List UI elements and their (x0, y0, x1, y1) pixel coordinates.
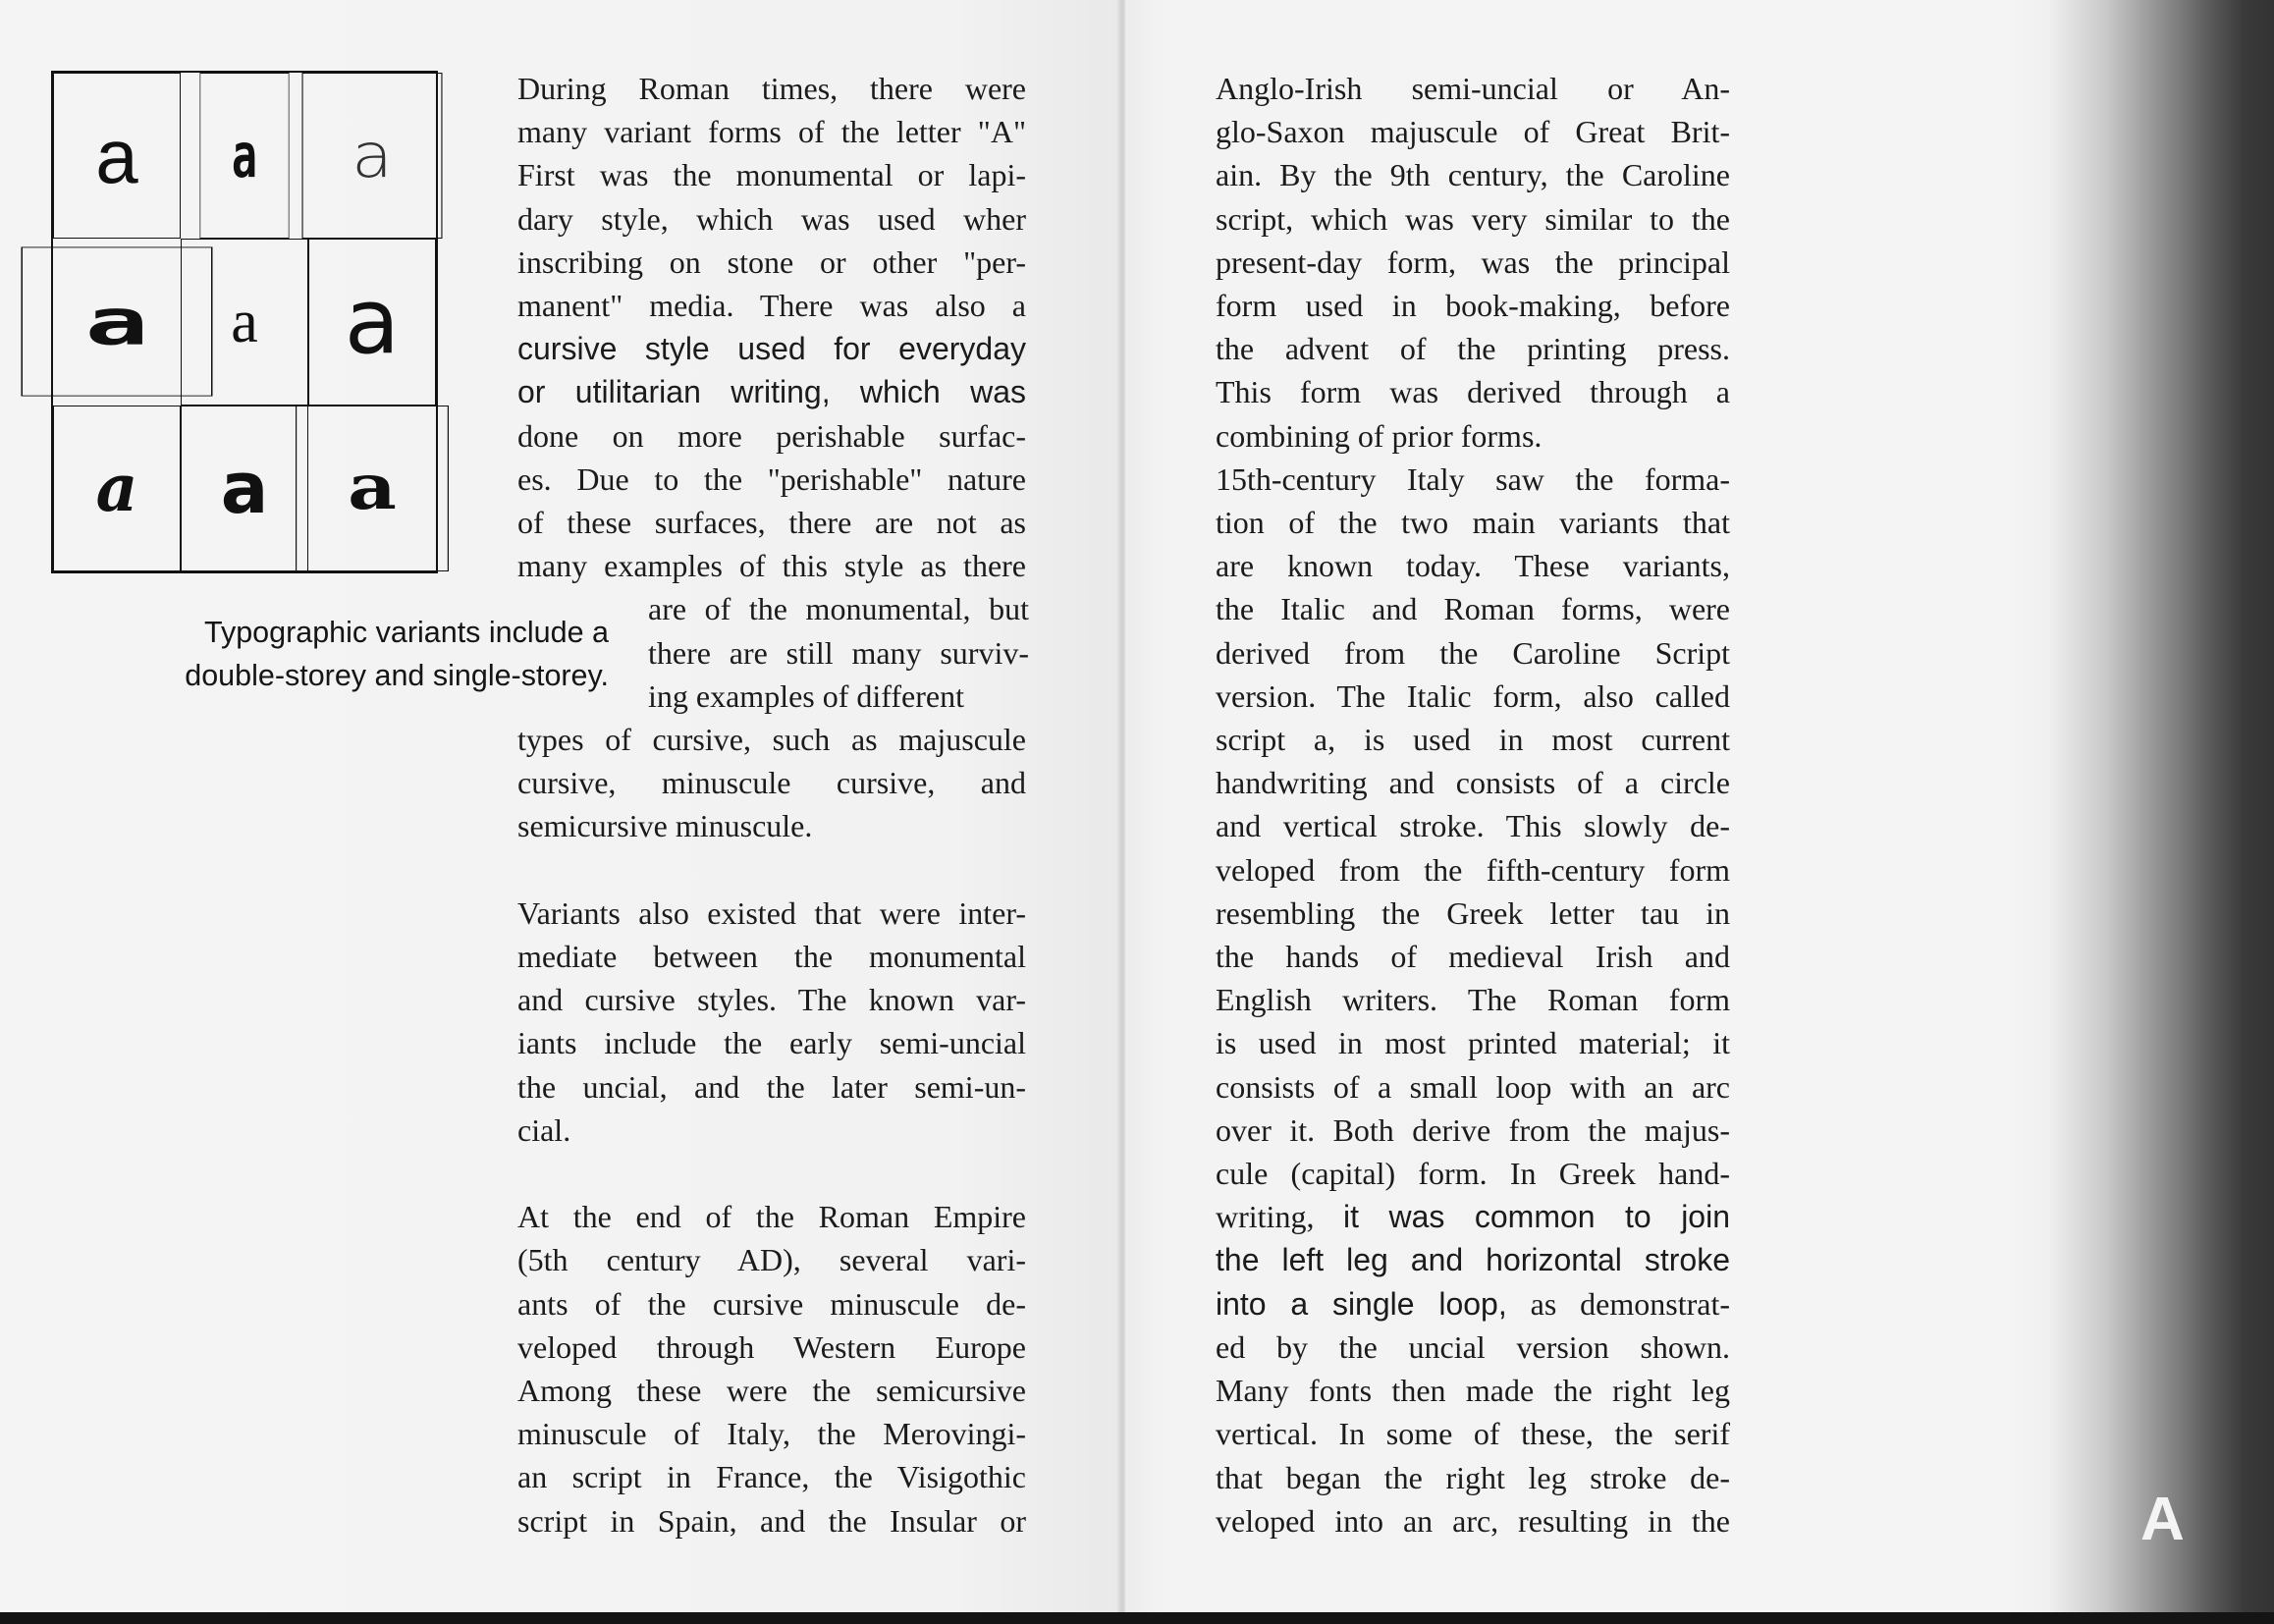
text-line: Anglo-Irish semi-uncial or An- (1216, 71, 1730, 106)
text-line: glo-Saxon majuscule of Great Brit- (1216, 114, 1730, 150)
glyph-cell: a (181, 239, 308, 405)
glyph-cell: a (53, 406, 181, 571)
left-text-column (517, 67, 1029, 1543)
text-line: derived from the Caroline Script (1216, 634, 1730, 671)
text-line: the left leg and horizontal stroke (1216, 1242, 1730, 1278)
page-section-letter: A (2140, 1486, 2185, 1553)
letter-a-variant-grid (51, 71, 438, 573)
text-line: script in Spain, and the Insular or (517, 1502, 1026, 1539)
text-line: and cursive styles. The known var- (517, 982, 1026, 1018)
sans-fragment: into a single loop, (1216, 1285, 1507, 1322)
text-line: ain. By the 9th century, the Caroline (1216, 157, 1730, 193)
text-line: vertical. In some of these, the serif (1216, 1416, 1730, 1452)
text-line: combining of prior forms. (1216, 417, 1543, 454)
glyph-cell: a (53, 73, 181, 239)
text-line: consists of a small loop with an arc (1216, 1068, 1730, 1105)
text-line: done on more perishable surfac- (517, 417, 1026, 454)
text-line: are of the monumental, but (648, 591, 1029, 627)
text-line: and vertical stroke. This slowly de- (1216, 808, 1730, 844)
glyph-cell: a (308, 239, 436, 405)
text-line: English writers. The Roman form (1216, 982, 1730, 1018)
text-line: script a, is used in most current (1216, 722, 1730, 758)
text-line: cursive style used for everyday (517, 331, 1026, 367)
text-line: manent" media. There was also a (517, 288, 1026, 324)
glyph-cell: a (181, 406, 308, 571)
text-line: there are still many surviv- (648, 634, 1029, 671)
text-line: Many fonts then made the right leg (1216, 1373, 1730, 1409)
text-line: version. The Italic form, also called (1216, 677, 1730, 714)
text-line: the Italic and Roman forms, were (1216, 591, 1730, 627)
sans-fragment: it was common to join (1343, 1199, 1730, 1235)
text-line: Variants also existed that were inter- (517, 894, 1026, 931)
text-line: This form was derived through a (1216, 374, 1730, 410)
text-line: the hands of medieval Irish and (1216, 939, 1730, 975)
text-line: (5th century AD), several vari- (517, 1242, 1026, 1278)
serif-fragment: as demonstrat- (1506, 1285, 1730, 1322)
serif-fragment: writing, (1216, 1199, 1344, 1235)
mixed-text-line (1216, 1195, 1730, 1238)
text-line: ed by the uncial version shown. (1216, 1328, 1730, 1365)
text-line: of these surfaces, there are not as (517, 505, 1026, 541)
glyph-cell: a (302, 73, 443, 239)
text-line: Among these were the semicursive (517, 1373, 1026, 1409)
text-line: resembling the Greek letter tau in (1216, 894, 1730, 931)
paragraph-gap (517, 1152, 1026, 1195)
text-line: 15th-century Italy saw the forma- (1216, 460, 1730, 497)
text-line: that began the right leg stroke de- (1216, 1459, 1730, 1495)
text-line: minuscule of Italy, the Merovingi- (517, 1416, 1026, 1452)
text-line: ing examples of different (648, 677, 964, 714)
text-line: form used in book-making, before (1216, 288, 1730, 324)
text-line: over it. Both derive from the majus- (1216, 1111, 1730, 1148)
text-line: an script in France, the Visigothic (517, 1459, 1026, 1495)
text-line: types of cursive, such as majuscule (517, 722, 1026, 758)
text-line: iants include the early semi-uncial (517, 1025, 1026, 1061)
text-line: many examples of this style as there (517, 548, 1026, 584)
text-line: cule (capital) form. In Greek hand- (1216, 1156, 1730, 1192)
text-line: First was the monumental or lapi- (517, 157, 1026, 193)
text-line: the uncial, and the later semi-un- (517, 1068, 1026, 1105)
text-line: or utilitarian writing, which was (517, 374, 1026, 410)
text-line: mediate between the monumental (517, 939, 1026, 975)
mixed-text-line (1216, 1282, 1730, 1326)
caption-line: double-storey and single-storey. (185, 659, 609, 692)
text-line: veloped through Western Europe (517, 1328, 1026, 1365)
text-line: is used in most printed material; it (1216, 1025, 1730, 1061)
text-line: veloped from the fifth-century form (1216, 851, 1730, 888)
caption-line: Typographic variants include a (204, 616, 609, 649)
text-line: handwriting and consists of a circle (1216, 765, 1730, 801)
text-line: ants of the cursive minuscule de- (517, 1285, 1026, 1322)
text-line: many variant forms of the letter "A" (517, 114, 1026, 150)
text-line: es. Due to the "perishable" nature (517, 460, 1026, 497)
text-line: script, which was very similar to the (1216, 200, 1730, 237)
text-line: the advent of the printing press. (1216, 331, 1730, 367)
paragraph-1-indented (648, 587, 1029, 718)
paragraph-gap (517, 848, 1026, 892)
glyph-cell: a (296, 406, 449, 571)
scan-bottom-edge (0, 1612, 2274, 1624)
text-line: At the end of the Roman Empire (517, 1199, 1026, 1235)
text-line: dary style, which was used wher (517, 200, 1026, 237)
glyph-cell: a (22, 247, 213, 397)
paragraph-1-top (517, 67, 1026, 587)
text-line: present-day form, was the principal (1216, 244, 1730, 280)
right-text-column (1216, 67, 1730, 1543)
text-line: are known today. These variants, (1216, 548, 1730, 584)
paragraph-1-end (517, 718, 1026, 1543)
text-line: semicursive minuscule. (517, 808, 813, 844)
text-line: inscribing on stone or other "per- (517, 244, 1026, 280)
text-line: cursive, minuscule cursive, and (517, 765, 1026, 801)
text-line: During Roman times, there were (517, 71, 1026, 106)
glyph-cell: a (200, 73, 290, 239)
text-line: cial. (517, 1111, 571, 1148)
text-line: tion of the two main variants that (1216, 505, 1730, 541)
text-line: veloped into an arc, resulting in the (1216, 1502, 1730, 1539)
